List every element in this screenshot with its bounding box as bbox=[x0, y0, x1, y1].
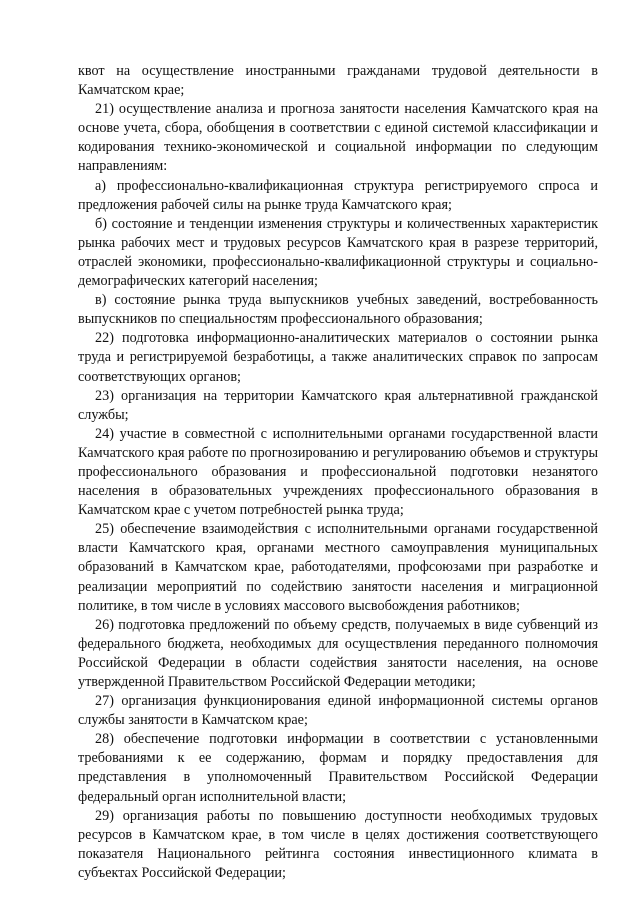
paragraph-item-21: 21) осуществление анализа и прогноза занятости населения Камчатского края на основе учета, сбора, обобщения в соответствии с единой системой классификации и кодирования технико-экономической и социальной информации по следующим направлениям: bbox=[78, 101, 598, 175]
paragraph-item-21c: в) состояние рынка труда выпускников учебных заведений, востребованность выпускников по специальностям профессионального образования; bbox=[78, 292, 598, 328]
paragraph-item-26: 26) подготовка предложений по объему средств, получаемых в виде субвенций из федерального бюджета, необходимых для осуществления переданного полномочия Российской Федерации в области содействия занятости населения, на основе утвержденной Правительством Российской Федерации методики; bbox=[78, 616, 598, 690]
paragraph-item-24: 24) участие в совместной с исполнительными органами государственной власти Камчатского края работе по прогнозированию и регулированию объемов и структуры профессионального образования и профессиональной подготовки незанятого населения в образовательных учреждениях профессионального образования в Камчатском крае с учетом потребностей рынка труда; bbox=[78, 425, 598, 519]
paragraph-item-21b: б) состояние и тенденции изменения структуры и количественных характеристик рынка рабочих мест и трудовых ресурсов Камчатского края в разрезе территорий, отраслей экономики, профессионально-квалификационной структуры и социально-демографических категорий населения; bbox=[78, 215, 598, 290]
paragraph-item-21a: а) профессионально-квалификационная структура регистрируемого спроса и предложения рабочей силы на рынке труда Камчатского края; bbox=[78, 177, 598, 213]
paragraph-item-25: 25) обеспечение взаимодействия с исполнительными органами государственной власти Камчатского края, органами местного самоуправления муниципальных образований в Камчатском крае, работодателями, профсоюзами при разработке и реализации мероприятий по содействию занятости населения и миграционной политике, в том числе в условиях массового высвобождения работников; bbox=[78, 521, 598, 614]
paragraph-item-22: 22) подготовка информационно-аналитических материалов о состоянии рынка труда и регистрируемой безработицы, а также аналитических справок по запросам соответствующих органов; bbox=[78, 330, 598, 385]
paragraph-item-23: 23) организация на территории Камчатского края альтернативной гражданской службы; bbox=[78, 387, 598, 423]
document-page bbox=[78, 62, 598, 883]
paragraph-continuation: квот на осуществление иностранными гражданами трудовой деятельности в Камчатском крае; bbox=[78, 63, 598, 99]
paragraph-item-27: 27) организация функционирования единой информационной системы органов службы занятости в Камчатском крае; bbox=[78, 693, 598, 729]
paragraph-item-28: 28) обеспечение подготовки информации в соответствии с установленными требованиями к ее содержанию, формам и порядку предоставления для представления в уполномоченный Правительством Российской Федерации федеральный орган исполнительной власти; bbox=[78, 731, 598, 805]
paragraph-item-29: 29) организация работы по повышению доступности необходимых трудовых ресурсов в Камчатском крае, в том числе в целях достижения соответствующего показателя Национального рейтинга состояния инвестиционного климата в субъектах Российской Федерации; bbox=[78, 807, 598, 881]
